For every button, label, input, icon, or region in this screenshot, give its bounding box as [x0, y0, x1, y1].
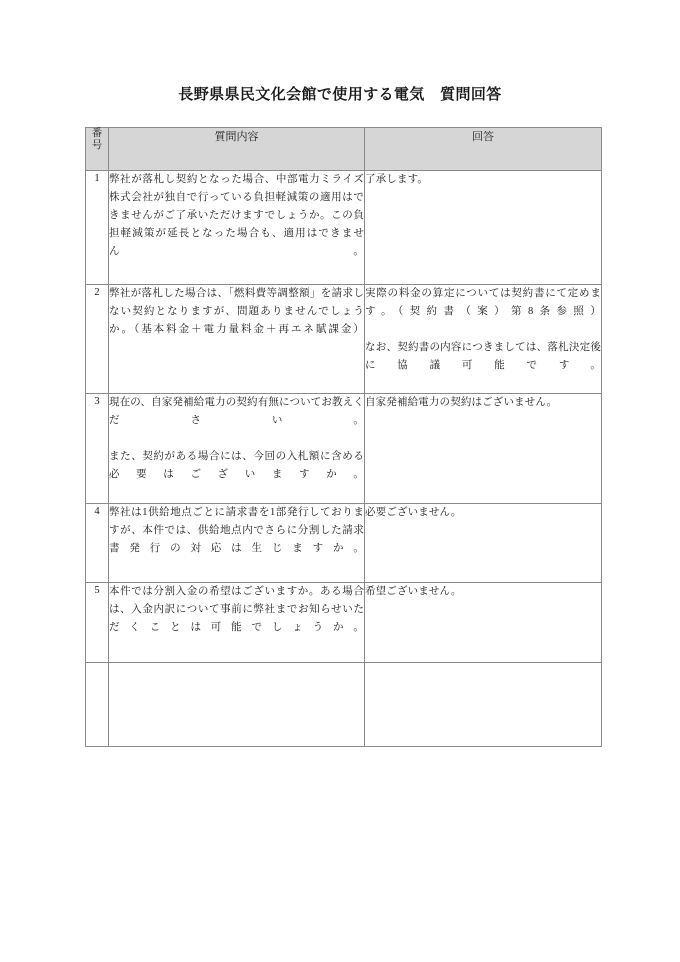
table-row	[86, 503, 602, 582]
answer-cell	[365, 503, 602, 582]
question-text: 現在の、自家発補給電力の契約有無についてお教えください。	[109, 397, 364, 427]
table-row	[86, 285, 602, 394]
question-text: 弊社は1供給地点ごとに請求書を1部発行しておりますが、本件では、供給地点内でさらに分割した請求書発行の対応は生じますか。	[109, 506, 364, 554]
question-cell	[109, 171, 365, 285]
question-cell	[109, 285, 365, 394]
answer-cell	[365, 394, 602, 503]
question-text: 弊社が落札し契約となった場合、中部電力ミライズ株式会社が独自で行っている負担軽減策の適用はできませんがご了承いただけますでしょうか。この負担軽減策が延長となった場合も、適用はできません。	[109, 174, 364, 258]
answer-text-line: 了承します。	[365, 174, 429, 185]
column-header-number-char-1: 番	[91, 128, 103, 139]
question-cell	[109, 503, 365, 582]
table-header	[86, 128, 602, 171]
table-row	[86, 582, 602, 662]
table-row	[86, 394, 602, 503]
column-header-number	[86, 128, 109, 171]
answer-text-line: 実際の料金の算定については契約書にて定めます。（契約書（案）第8条参照）	[365, 288, 601, 318]
table-row	[86, 171, 602, 285]
answer-text-line: なお、契約書の内容につきましては、落札決定後に協議可能です。	[365, 342, 601, 372]
row-number: 1	[86, 171, 109, 285]
qa-table-container	[85, 127, 601, 747]
answer-cell	[365, 582, 602, 662]
answer-cell	[365, 171, 602, 285]
column-header-question: 質問内容	[109, 128, 365, 171]
question-text-line-2: また、契約がある場合には、今回の入札額に含める必要はございますか。	[109, 451, 364, 481]
qa-table	[85, 127, 602, 747]
row-number: 5	[86, 582, 109, 662]
question-text: 弊社が落札した場合は、「燃料費等調整額」を請求しない契約となりますが、問題ありませんでしょうか。（基本料金＋電力量料金＋再エネ賦課金）	[109, 288, 364, 336]
answer-text-line: 自家発補給電力の契約はございません。	[365, 397, 558, 409]
row-number: 4	[86, 503, 109, 582]
row-number: 3	[86, 394, 109, 503]
column-header-answer: 回答	[365, 128, 602, 171]
answer-text-line: 希望ございません。	[365, 585, 462, 597]
answer-cell	[365, 662, 602, 746]
table-row-empty	[86, 662, 602, 746]
question-cell	[109, 394, 365, 503]
table-header-row	[86, 128, 602, 171]
row-number: 2	[86, 285, 109, 394]
table-body	[86, 171, 602, 747]
question-cell	[109, 662, 365, 746]
page-title: 長野県県民文化会館で使用する電気 質問回答	[178, 87, 502, 103]
answer-cell	[365, 285, 602, 394]
column-header-number-char-2: 号	[91, 140, 103, 152]
question-cell	[109, 582, 365, 662]
row-number	[86, 662, 109, 746]
answer-text-line: 必要ございません。	[365, 506, 462, 518]
question-text: 本件では分割入金の希望はございますか。ある場合は、入金内訳について事前に弊社までお知らせいただくことは可能でしょうか。	[109, 585, 364, 633]
